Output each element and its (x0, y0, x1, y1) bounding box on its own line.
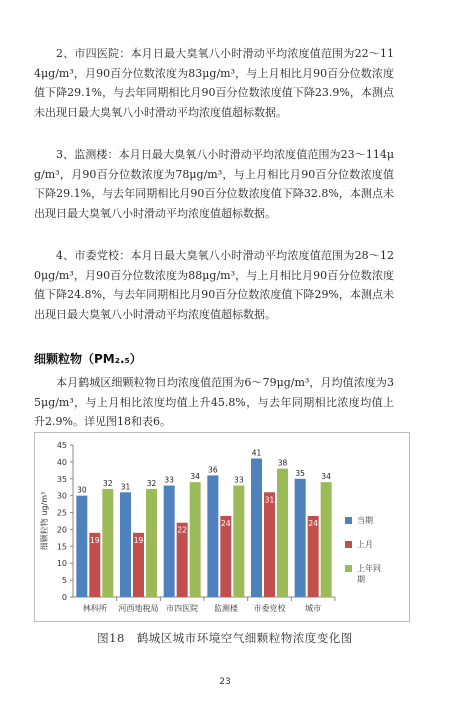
data-label: 32 (146, 478, 157, 488)
bar (251, 459, 262, 597)
bar (277, 469, 288, 597)
legend-label-cont: 期 (357, 575, 365, 584)
bar (264, 492, 275, 597)
data-label: 31 (120, 482, 131, 492)
bar (190, 482, 201, 597)
paragraph-pm25-summary: 本月鹤城区细颗粒物日均浓度值范围为6～79μg/m³，月均值浓度为35μg/m³，与上月相比浓度均值上升45.8%，与去年同期相比浓度均值上升2.9%。详见图18和表6。 (34, 376, 394, 429)
y-tick-label: 5 (61, 576, 67, 586)
paragraph-site-monitoring-building: 3、监测楼：本月日最大臭氧八小时滑动平均浓度值范围为23～114μg/m³，月90百分位数浓度为78μg/m³，与上月相比月90百分位数浓度值下降29.1%，与去年同期相比月90百分位数浓度值下降32.8%，本测点未出现日最大臭氧八小时滑动平均浓度值超标数据。 (34, 148, 394, 221)
figure-caption: 图18 鹤城区城市环境空气细颗粒物浓度变化图 (97, 631, 353, 645)
data-label: 35 (295, 468, 305, 478)
data-label: 19 (90, 535, 100, 545)
bar (233, 486, 244, 597)
x-tick-label: 河西地税局 (118, 604, 159, 613)
legend-swatch (345, 541, 352, 548)
x-tick-label: 城市 (305, 604, 322, 613)
section-heading-pm25: 细颗粒物（PM₂.₅） (34, 352, 142, 366)
y-tick-label: 15 (56, 542, 67, 552)
bar (308, 516, 319, 597)
bar (146, 489, 157, 597)
y-tick-label: 45 (56, 441, 67, 450)
y-tick-label: 35 (56, 474, 67, 484)
legend-swatch (345, 517, 352, 524)
paragraph-site-4-hospital: 2、市四医院：本月日最大臭氧八小时滑动平均浓度值范围为22～114μg/m³，月90百分位数浓度为83μg/m³，与上月相比月90百分位数浓度值下降29.1%，与去年同期相比月90百分位数浓度值下降23.9%，本测点未出现日最大臭氧八小时滑动平均浓度值超标数据。 (34, 47, 394, 120)
y-tick-label: 30 (56, 491, 67, 501)
y-axis-label: 细颗粒物 ug/m³ (40, 491, 49, 551)
data-label: 41 (251, 448, 262, 458)
data-label: 33 (234, 475, 244, 485)
y-tick-label: 25 (56, 508, 67, 518)
y-tick-label: 40 (56, 457, 67, 467)
x-tick-label: 市四医院 (166, 604, 199, 613)
data-label: 30 (77, 485, 87, 495)
y-tick-label: 20 (56, 525, 67, 535)
legend-label: 当期 (357, 516, 373, 525)
data-label: 24 (221, 518, 231, 528)
data-label: 33 (164, 475, 174, 485)
bar (220, 516, 231, 597)
bar (76, 496, 87, 597)
data-label: 36 (208, 465, 218, 475)
bar (120, 492, 131, 597)
data-label: 34 (190, 472, 200, 482)
data-label: 22 (177, 525, 187, 535)
legend-swatch (345, 565, 352, 572)
bar-chart-svg (35, 433, 409, 621)
x-tick-label: 林科所 (82, 604, 107, 613)
data-label: 34 (321, 472, 331, 482)
paragraph-site-party-school: 4、市委党校：本月日最大臭氧八小时滑动平均浓度值范围为28～120μg/m³，月90百分位数浓度为88μg/m³，与上月相比月90百分位数浓度值下降24.8%，与去年同期相比月90百分位数浓度值下降29%，本测点未出现日最大臭氧八小时滑动平均浓度值超标数据。 (34, 249, 394, 322)
bar (102, 489, 113, 597)
figure-18-chart (34, 432, 410, 622)
bar (295, 479, 306, 597)
data-label: 38 (277, 458, 288, 468)
page-number: 23 (219, 677, 231, 687)
y-tick-label: 0 (61, 593, 67, 602)
legend-label: 上年同 (357, 564, 381, 573)
legend-label: 上月 (357, 540, 373, 549)
x-tick-label: 监测楼 (213, 604, 238, 613)
bar (321, 482, 332, 597)
bar (207, 475, 218, 597)
data-label: 31 (264, 495, 275, 505)
x-tick-label: 市委党校 (253, 604, 286, 613)
y-tick-label: 10 (56, 559, 67, 569)
data-label: 24 (308, 518, 318, 528)
data-label: 19 (133, 535, 144, 545)
bar (164, 486, 175, 597)
data-label: 32 (103, 478, 113, 488)
